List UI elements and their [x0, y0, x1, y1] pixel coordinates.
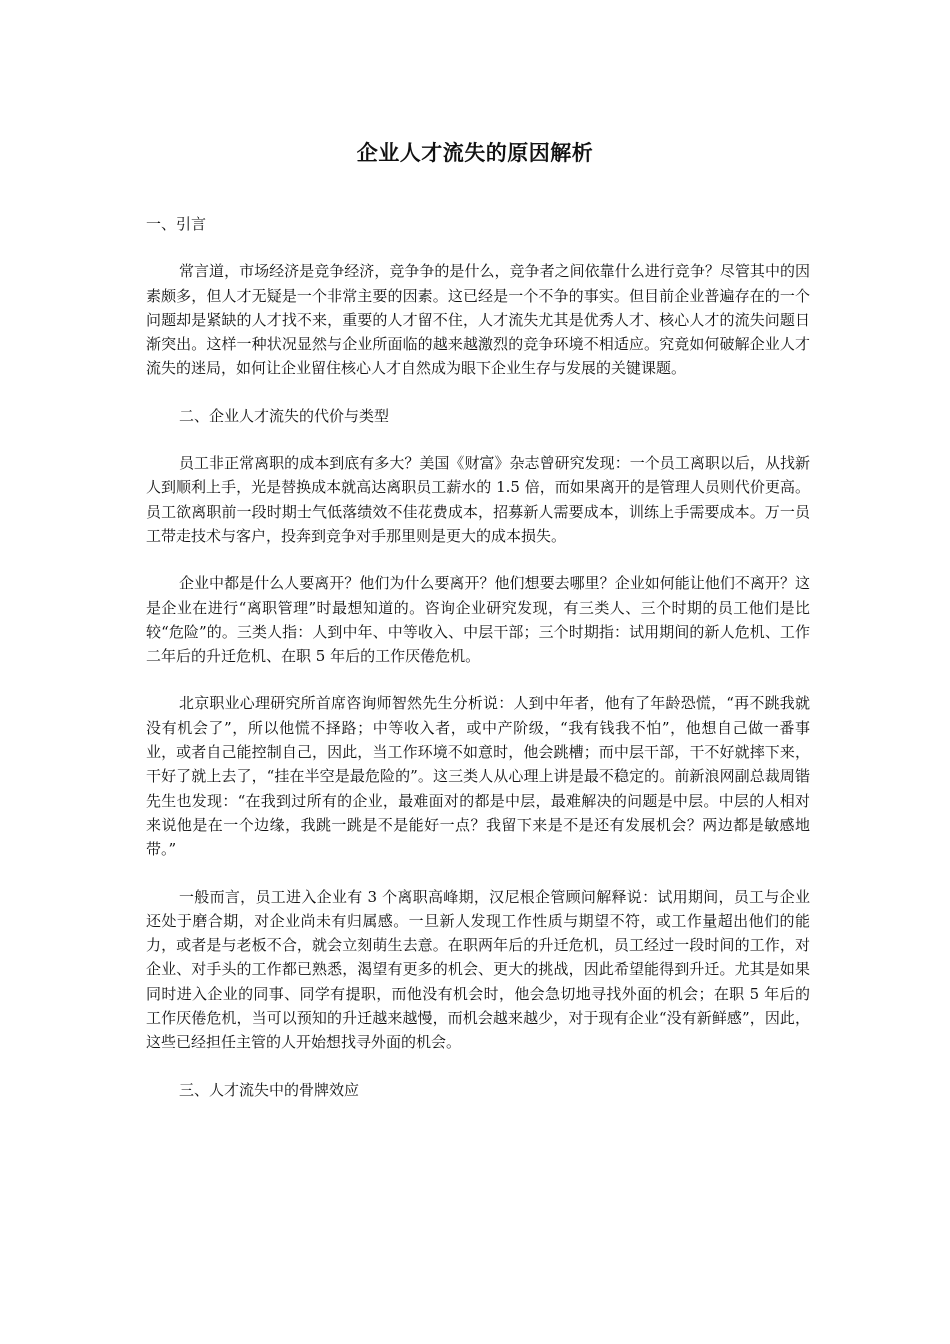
document-title: 企业人才流失的原因解析: [356, 140, 594, 165]
section-heading-domino-effect: 三、人才流失中的骨牌效应: [179, 1080, 360, 1099]
section-heading-cost-and-types: 二、企业人才流失的代价与类型: [179, 406, 390, 425]
paragraph-who-leaves: 企业中都是什么人要离开？他们为什么要离开？他们想要去哪里？企业如何能让他们不离开？这是企业在进行“离职管理”时最想知道的。咨询企业研究发现，有三类人、三个时期的员工他们是比较“危险”的。三类人指：人到中年、中等收入、中层干部；三个时期指：试用期间的新人危机、工作二年后的升迁危机、在职 5 年后的工作厌倦危机。: [146, 574, 810, 666]
paragraph-expert-analysis: 北京职业心理研究所首席咨询师智然先生分析说：人到中年者，他有了年龄恐慌，“再不跳我就没有机会了”，所以他慌不择路；中等收入者，或中产阶级，“我有钱我不怕”，他想自己做一番事业，或者自己能控制自己，因此，当工作环境不如意时，他会跳槽；而中层干部，干不好就摔下来，干好了就上去了，“挂在半空是最危险的”。这三类人从心理上讲是最不稳定的。前新浪网副总裁周锴先生也发现：“在我到过所有的企业，最难面对的都是中层，最难解决的问题是中层。中层的人相对来说他是在一个边缘，我跳一跳是不是能好一点？我留下来是不是还有发展机会？两边都是敏感地带。”: [146, 694, 810, 859]
document-body: [146, 212, 810, 1125]
section-heading-introduction: 一、引言: [146, 215, 207, 233]
paragraph-turnover-peaks: 一般而言，员工进入企业有 3 个离职高峰期，汉尼根企管顾问解释说：试用期间，员工与企业还处于磨合期，对企业尚未有归属感。一旦新人发现工作性质与期望不符，或工作量超出他们的能力，或者是与老板不合，就会立刻萌生去意。在职两年后的升迁危机，员工经过一段时间的工作，对企业、对手头的工作都已熟悉，渴望有更多的机会、更大的挑战，因此希望能得到升迁。尤其是如果同时进入企业的同事、同学有提职，而他没有机会时，他会急切地寻找外面的机会；在职 5 年后的工作厌倦危机，当可以预知的升迁越来越慢，而机会越来越少，对于现有企业“没有新鲜感”，因此，这些已经担任主管的人开始想找寻外面的机会。: [146, 887, 810, 1052]
paragraph-turnover-cost: 员工非正常离职的成本到底有多大？美国《财富》杂志曾研究发现：一个员工离职以后，从找新人到顺利上手，光是替换成本就高达离职员工薪水的 1.5 倍，而如果离开的是管理人员则代价更高。员工欲离职前一段时期士气低落绩效不佳花费成本，招募新人需要成本，训练上手需要成本。万一员工带走技术与客户，投奔到竞争对手那里则是更大的成本损失。: [146, 454, 810, 545]
paragraph-introduction: 常言道，市场经济是竞争经济，竞争争的是什么，竞争者之间依靠什么进行竞争？尽管其中的因素颇多，但人才无疑是一个非常主要的因素。这已经是一个不争的事实。但目前企业普遍存在的一个问题却是紧缺的人才找不来，重要的人才留不住，人才流失尤其是优秀人才、核心人才的流失问题日渐突出。这样一种状况显然与企业所面临的越来越激烈的竞争环境不相适应。究竟如何破解企业人才流失的迷局，如何让企业留住核心人才自然成为眼下企业生存与发展的关键课题。: [146, 262, 810, 378]
